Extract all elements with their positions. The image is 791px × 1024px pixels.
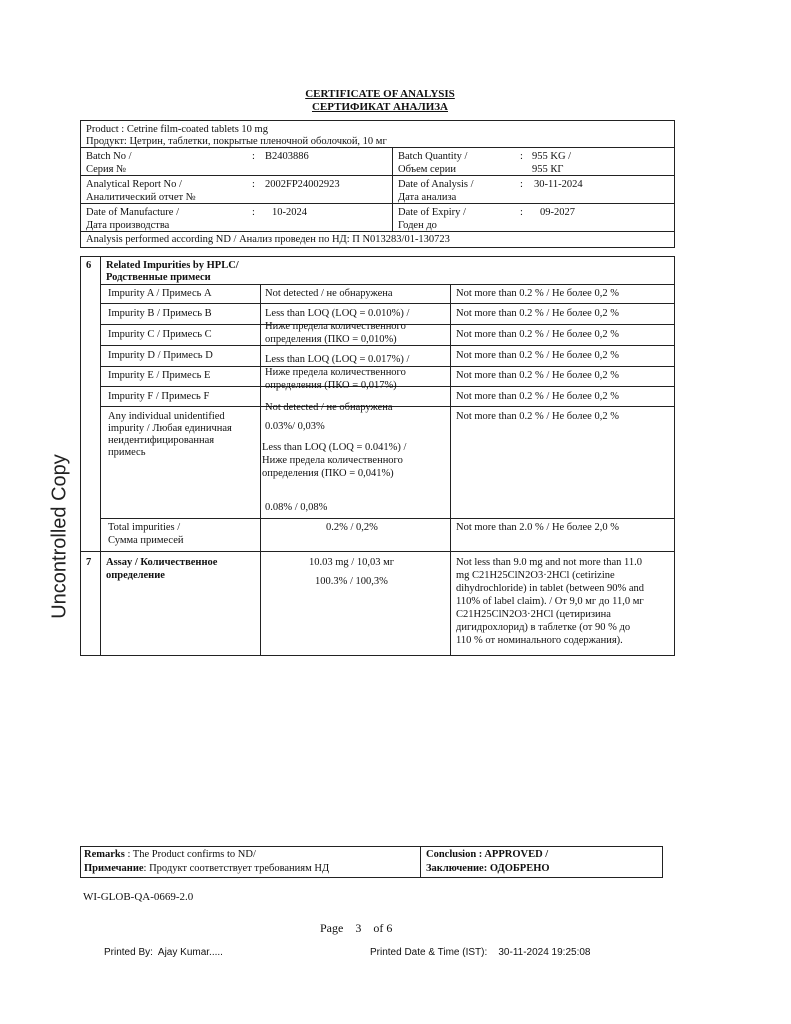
remarks-ru: [84, 862, 329, 875]
uncontrolled-copy-watermark: Uncontrolled Copy: [48, 454, 71, 619]
method: Analysis performed according ND / Анализ проведен по НД: П N013283/01-130723: [86, 234, 450, 245]
impurity-e-spec: Not more than 0.2 % / Не более 0,2 %: [456, 370, 619, 381]
result-h-1: Less than LOQ (LOQ = 0.041%) /: [262, 442, 407, 453]
result-d-3: определения (ПКО = 0,017%): [265, 380, 397, 391]
product-en: Product : Cetrine film-coated tablets 10 mg: [86, 124, 268, 135]
conclusion-en: Conclusion : APPROVED /: [426, 849, 549, 860]
expiry-label-en: Date of Expiry /: [398, 207, 466, 218]
impurity-a-spec: Not more than 0.2 % / Не более 0,2 %: [456, 288, 619, 299]
colon: :: [252, 151, 255, 162]
test7-title-ru: определение: [106, 570, 165, 581]
product-ru: Продукт: Цетрин, таблетки, покрытые пленочной оболочкой, 10 мг: [86, 136, 387, 147]
colon: :: [520, 151, 523, 162]
remarks-en: [84, 848, 256, 861]
unidentified-name-2: impurity / Любая единичная: [108, 423, 232, 434]
result-a: Not detected / не обнаружена: [265, 288, 393, 299]
report-label-en: Analytical Report No /: [86, 179, 182, 190]
printed-by: Printed By: Ajay Kumar.....: [104, 947, 223, 958]
remarks-text-en: : The Product confirms to ND/: [124, 849, 256, 860]
batch-label-ru: Серия №: [86, 164, 127, 175]
assay-spec-7: 110 % от номинального содержания).: [456, 635, 623, 646]
title-ru: СЕРТИФИКАТ АНАЛИЗА: [311, 101, 449, 113]
result-d-2: Ниже предела количественного: [265, 367, 406, 378]
report-value: 2002FP24002923: [265, 179, 340, 190]
impurity-b-spec: Not more than 0.2 % / Не более 0,2 %: [456, 308, 619, 319]
report-label-ru: Аналитический отчет №: [86, 192, 196, 203]
batch-qty-label-en: Batch Quantity /: [398, 151, 468, 162]
result-h-3: определения (ПКО = 0,041%): [262, 468, 394, 479]
printed-date: Printed Date & Time (IST): 30-11-2024 19:25:08: [370, 947, 591, 958]
remarks-label-ru: Примечание: [84, 863, 144, 874]
impurity-c-spec: Not more than 0.2 % / Не более 0,2 %: [456, 329, 619, 340]
doc-code: WI-GLOB-QA-0669-2.0: [83, 891, 194, 903]
impurity-e-name: Impurity E / Примесь E: [108, 370, 211, 381]
impurity-a-name: Impurity A / Примесь А: [108, 288, 212, 299]
impurity-d-spec: Not more than 0.2 % / Не более 0,2 %: [456, 350, 619, 361]
total-result: 0.2% / 0,2%: [326, 522, 378, 533]
impurity-b-name: Impurity B / Примесь В: [108, 308, 212, 319]
unidentified-name-1: Any individual unidentified: [108, 411, 225, 422]
impurity-f-name: Impurity F / Примесь F: [108, 391, 210, 402]
total-label-ru: Сумма примесей: [108, 535, 184, 546]
colon: :: [520, 179, 523, 190]
unidentified-name-3: неидентифицированная: [108, 435, 215, 446]
batch-value: B2403886: [265, 151, 309, 162]
conclusion-ru: Заключение: ОДОБРЕНО: [426, 863, 550, 874]
impurity-c-name: Impurity C / Примесь С: [108, 329, 212, 340]
page-number: Page 3 of 6: [320, 921, 393, 935]
expiry-label-ru: Годен до: [398, 220, 437, 231]
analysis-date-label-ru: Дата анализа: [398, 192, 457, 203]
assay-spec-6: дигидрохлорид) в таблетке (от 90 % до: [456, 622, 631, 633]
total-spec: Not more than 2.0 % / Не более 2,0 %: [456, 522, 619, 533]
test7-title-en: Assay / Количественное: [106, 557, 218, 568]
impurity-f-spec: Not more than 0.2 % / Не более 0,2 %: [456, 391, 619, 402]
test6-title-en: Related Impurities by HPLC/: [106, 260, 239, 271]
assay-spec-4: 110% of label claim). / От 9,0 мг до 11,0 мг: [456, 596, 644, 607]
remarks-label-en: Remarks: [84, 849, 125, 860]
batch-qty-label-ru: Объем серии: [398, 164, 456, 175]
assay-spec-5: C21H25ClN2O3·2HCl (цетиризина: [456, 609, 611, 620]
unidentified-spec: Not more than 0.2 % / Не более 0,2 %: [456, 411, 619, 422]
result-b-2: Ниже предела количественного: [265, 321, 406, 332]
manufacture-label-ru: Дата производства: [86, 220, 170, 231]
result-b-3: определения (ПКО = 0,010%): [265, 334, 397, 345]
batch-label-en: Batch No /: [86, 151, 132, 162]
assay-spec-1: Not less than 9.0 mg and not more than 11.0: [456, 557, 642, 568]
title-en: CERTIFICATE OF ANALYSIS: [305, 88, 455, 100]
colon: :: [520, 207, 523, 218]
assay-result-1: 10.03 mg / 10,03 мг: [309, 557, 395, 568]
result-i: 0.08% / 0,08%: [265, 502, 328, 513]
result-f: Not detected / не обнаружена: [265, 402, 393, 413]
batch-qty-value-en: 955 KG /: [532, 151, 572, 162]
remarks-text-ru: : Продукт соответствует требованиям НД: [143, 863, 330, 874]
test6-number: 6: [86, 260, 92, 271]
test7-number: 7: [86, 557, 92, 568]
analysis-date-value: 30-11-2024: [534, 179, 583, 190]
assay-spec-2: mg C21H25ClN2O3·2HCl (cetirizine: [456, 570, 615, 581]
expiry-value: 09-2027: [540, 207, 575, 218]
result-h-2: Ниже предела количественного: [262, 455, 403, 466]
manufacture-label-en: Date of Manufacture /: [86, 207, 179, 218]
colon: :: [252, 179, 255, 190]
assay-result-2: 100.3% / 100,3%: [315, 576, 388, 587]
batch-qty-value-ru: 955 КГ: [532, 164, 564, 175]
colon: :: [252, 207, 255, 218]
result-g: 0.03%/ 0,03%: [265, 421, 325, 432]
unidentified-name-4: примесь: [108, 447, 146, 458]
result-b-1: Less than LOQ (LOQ = 0.010%) /: [265, 308, 410, 319]
test6-title-ru: Родственные примеси: [106, 272, 211, 283]
impurity-d-name: Impurity D / Примесь D: [108, 350, 213, 361]
assay-spec-3: dihydrochloride) in tablet (between 90% and: [456, 583, 645, 594]
total-label-en: Total impurities /: [108, 522, 181, 533]
result-d-1: Less than LOQ (LOQ = 0.017%) /: [265, 354, 410, 365]
analysis-date-label-en: Date of Analysis /: [398, 179, 474, 190]
manufacture-value: 10-2024: [272, 207, 307, 218]
